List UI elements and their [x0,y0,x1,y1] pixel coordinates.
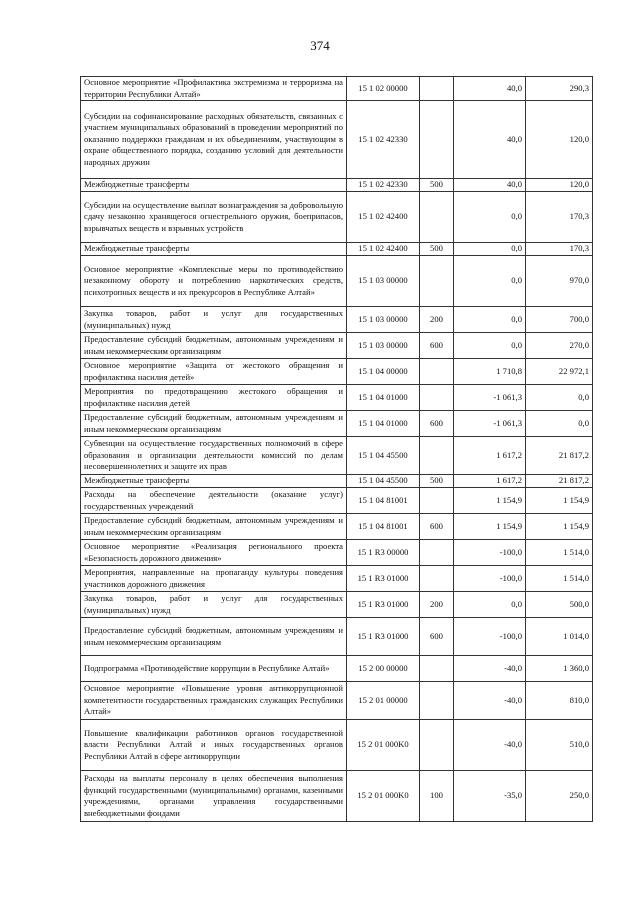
row-name: Расходы на обеспечение деятельности (оказание услуг) государственных учреждений [81,488,347,514]
row-name: Мероприятия по предотвращению жестокого обращения и профилактике насилия детей [81,385,347,411]
row-change: -35,0 [454,771,526,822]
table-row [81,411,593,437]
row-change: -40,0 [454,682,526,720]
row-total: 120,0 [526,101,593,179]
row-type: 600 [420,514,454,540]
table-row [81,475,593,488]
row-code: 15 2 01 000K0 [347,720,420,771]
row-type [420,192,454,243]
row-type: 500 [420,243,454,256]
row-name: Закупка товаров, работ и услуг для государственных (муниципальных) нужд [81,307,347,333]
row-total: 700,0 [526,307,593,333]
row-total: 0,0 [526,385,593,411]
row-name: Повышение квалификации работников органов государственной власти Республики Алтай и иных государственных органов Республики Алтай в сфере антикоррупции [81,720,347,771]
table-row [81,514,593,540]
row-total: 22 972,1 [526,359,593,385]
table-row [81,592,593,618]
row-name: Основное мероприятие «Повышение уровня антикоррупционной компетентности государственных гражданских служащих Республики Алтай» [81,682,347,720]
row-code: 15 2 01 00000 [347,682,420,720]
table-row [81,540,593,566]
table-row [81,385,593,411]
row-code: 15 1 04 01000 [347,411,420,437]
row-code: 15 1 03 00000 [347,307,420,333]
row-type [420,566,454,592]
table-row [81,333,593,359]
row-total: 21 817,2 [526,437,593,475]
row-name: Предоставление субсидий бюджетным, автономным учреждениям и иным некоммерческим организациям [81,333,347,359]
row-total: 500,0 [526,592,593,618]
row-change: -100,0 [454,540,526,566]
row-total: 0,0 [526,411,593,437]
budget-table [80,76,593,822]
row-name: Основное мероприятие «Профилактика экстремизма и терроризма на территории Республики Алтай» [81,77,347,101]
table-row [81,192,593,243]
row-code: 15 2 01 000K0 [347,771,420,822]
row-name: Мероприятия, направленные на пропаганду культуры поведения участников дорожного движения [81,566,347,592]
row-change: 1 154,9 [454,514,526,540]
table-row [81,682,593,720]
row-total: 1 154,9 [526,488,593,514]
row-type [420,656,454,682]
row-change: 1 617,2 [454,475,526,488]
row-change: 1 154,9 [454,488,526,514]
row-change: -40,0 [454,720,526,771]
table-row [81,243,593,256]
row-type [420,488,454,514]
table-row [81,101,593,179]
table-row [81,656,593,682]
row-code: 15 1 04 45500 [347,437,420,475]
row-type: 500 [420,475,454,488]
row-code: 15 1 02 42330 [347,101,420,179]
row-code: 15 1 04 81001 [347,488,420,514]
row-code: 15 1 R3 01000 [347,592,420,618]
row-code: 15 2 00 00000 [347,656,420,682]
row-name: Предоставление субсидий бюджетным, автономным учреждениям и иным некоммерческим организациям [81,514,347,540]
row-code: 15 1 02 42400 [347,243,420,256]
row-name: Основное мероприятие «Комплексные меры по противодействию незаконному обороту и потреблению наркотических средств, психотропных веществ и их прекурсоров в Республике Алтай» [81,256,347,307]
row-change: 0,0 [454,256,526,307]
row-change: 40,0 [454,77,526,101]
row-total: 120,0 [526,179,593,192]
row-total: 1 154,9 [526,514,593,540]
row-change: -1 061,3 [454,411,526,437]
row-type: 500 [420,179,454,192]
table-row [81,179,593,192]
row-total: 810,0 [526,682,593,720]
row-change: 1 617,2 [454,437,526,475]
row-type [420,385,454,411]
row-name: Межбюджетные трансферты [81,475,347,488]
row-total: 1 014,0 [526,618,593,656]
row-change: 0,0 [454,333,526,359]
row-change: -100,0 [454,566,526,592]
row-code: 15 1 R3 01000 [347,618,420,656]
row-type: 600 [420,618,454,656]
row-code: 15 1 R3 00000 [347,540,420,566]
row-change: -1 061,3 [454,385,526,411]
row-change: 40,0 [454,179,526,192]
row-code: 15 1 04 01000 [347,385,420,411]
row-change: 40,0 [454,101,526,179]
table-row [81,566,593,592]
row-total: 170,3 [526,243,593,256]
row-type [420,101,454,179]
row-name: Субсидии на осуществление выплат вознаграждения за добровольную сдачу незаконно хранящегося огнестрельного оружия, боеприпасов, взрывчатых веществ и взрывных устройств [81,192,347,243]
row-type [420,256,454,307]
row-change: 0,0 [454,243,526,256]
row-change: -40,0 [454,656,526,682]
row-type [420,720,454,771]
row-name: Предоставление субсидий бюджетным, автономным учреждениям и иным некоммерческим организациям [81,411,347,437]
row-code: 15 1 02 00000 [347,77,420,101]
row-change: 1 710,8 [454,359,526,385]
row-code: 15 1 04 45500 [347,475,420,488]
row-type: 600 [420,333,454,359]
row-code: 15 1 04 81001 [347,514,420,540]
table-row [81,618,593,656]
row-type [420,540,454,566]
row-type [420,77,454,101]
page-number: 374 [310,38,330,53]
row-change: 0,0 [454,592,526,618]
table-row [81,771,593,822]
row-type [420,359,454,385]
row-code: 15 1 02 42400 [347,192,420,243]
row-total: 510,0 [526,720,593,771]
row-type: 200 [420,592,454,618]
row-name: Межбюджетные трансферты [81,243,347,256]
row-name: Основное мероприятие «Реализация регионального проекта «Безопасность дорожного движения» [81,540,347,566]
row-type [420,682,454,720]
row-code: 15 1 03 00000 [347,333,420,359]
row-name: Основное мероприятие «Защита от жестокого обращения и профилактика насилия детей» [81,359,347,385]
row-code: 15 1 04 00000 [347,359,420,385]
row-type: 200 [420,307,454,333]
row-total: 170,3 [526,192,593,243]
table-row [81,720,593,771]
table-row [81,77,593,101]
row-name: Субсидии на софинансирование расходных обязательств, связанных с участием муниципальных образований в проведении мероприятий по оказанию поддержки гражданам и их объединениям, участвующим в охране общественного порядка, созданию условий для деятельности народных дружин [81,101,347,179]
row-type: 100 [420,771,454,822]
table-row [81,437,593,475]
table-row [81,256,593,307]
row-code: 15 1 03 00000 [347,256,420,307]
row-total: 270,0 [526,333,593,359]
row-type: 600 [420,411,454,437]
row-name: Закупка товаров, работ и услуг для государственных (муниципальных) нужд [81,592,347,618]
row-change: -100,0 [454,618,526,656]
row-code: 15 1 R3 01000 [347,566,420,592]
row-total: 970,0 [526,256,593,307]
row-name: Межбюджетные трансферты [81,179,347,192]
row-code: 15 1 02 42330 [347,179,420,192]
row-name: Расходы на выплаты персоналу в целях обеспечения выполнения функций государственными (муниципальными) органами, казенными учреждениями, органами управления государственными внебюджетными фондами [81,771,347,822]
table-row [81,359,593,385]
row-total: 21 817,2 [526,475,593,488]
row-name: Предоставление субсидий бюджетным, автономным учреждениям и иным некоммерческим организациям [81,618,347,656]
row-name: Подпрограмма «Противодействие коррупции в Республике Алтай» [81,656,347,682]
row-total: 290,3 [526,77,593,101]
row-total: 1 360,0 [526,656,593,682]
row-total: 250,0 [526,771,593,822]
row-change: 0,0 [454,307,526,333]
row-type [420,437,454,475]
table-row [81,488,593,514]
row-change: 0,0 [454,192,526,243]
row-total: 1 514,0 [526,540,593,566]
table-row [81,307,593,333]
row-total: 1 514,0 [526,566,593,592]
row-name: Субвенции на осуществление государственных полномочий в сфере образования и организации деятельности комиссий по делам несовершеннолетних и защите их прав [81,437,347,475]
